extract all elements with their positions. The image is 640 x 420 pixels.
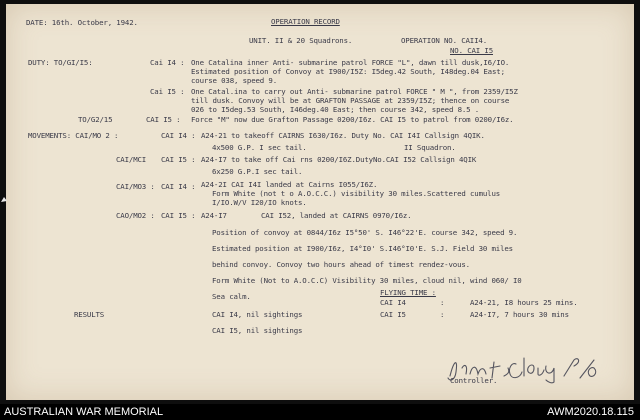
duty-cai14-line: One Catalina inner Anti- submarine patrol FORCE "L", dawn till dusk,I6/IO. — [191, 58, 510, 67]
duty-label: DUTY: TO/GI/I5: — [28, 58, 93, 67]
controller-title: Controller. — [450, 376, 498, 385]
movement-cao-mo2-label: CAO/MO2 : — [116, 211, 155, 220]
document-page — [6, 4, 634, 400]
flying-time-cai: CAI I5 — [380, 310, 406, 319]
convoy-line: Position of convoy at 0844/I6z I5°50' S. I46°22'E. course 342, speed 9. — [212, 228, 518, 237]
convoy-line: behind convoy. Convoy two hours ahead of timest rendez-vous. — [212, 260, 470, 269]
flying-time-value: A24-21, I8 hours 25 mins. — [470, 298, 578, 307]
operation-number-1: OPERATION NO. CAII4. — [401, 36, 487, 45]
movement-line: A24-I7 to take off Cai rns 0200/I6Z.DutyNo.CAI I52 Callsign 4QIK — [201, 155, 477, 164]
convoy-line: Estimated position at I900/I6z, I4°I0' S.I46°I0'E. S.J. Field 30 miles — [212, 244, 513, 253]
date-line: DATE: 16th. October, 1942. — [26, 18, 138, 27]
duty-cai14-label: Cai I4 : — [150, 58, 185, 67]
movement-line: II Squadron. — [404, 143, 456, 152]
duty-cai14-line: Estimated position of Convoy at I900/I5Z: I5deg.42 South, I48deg.04 East; — [191, 67, 505, 76]
document-title: OPERATION RECORD — [271, 17, 340, 26]
result-line: CAI I4, nil sightings — [212, 310, 303, 319]
footer-catalog-number: AWM2020.18.115 — [547, 406, 634, 418]
movement-cai14: CAI I4 : — [161, 131, 196, 140]
results-label: RESULTS — [74, 310, 105, 319]
movement-cai-mo3-label: CAI/MO3 : — [116, 182, 155, 191]
operation-number-2: NO. CAI I5 — [450, 46, 493, 55]
duty-cai15-line: till dusk. Convoy will be at GRAFTON PASSAGE at 2359/I5Z; thence on course — [191, 96, 510, 105]
flying-time-value: A24-I7, 7 hours 30 mins — [470, 310, 569, 319]
movement-line: 6x250 G.P.I sec tail. — [212, 167, 303, 176]
footer-source: AUSTRALIAN WAR MEMORIAL — [4, 406, 164, 418]
duty-cai15-line: One Catal.ina to carry out Anti- submarine patrol FORCE " M ", from 2359/I5Z — [191, 87, 518, 96]
flying-time-sep: : — [440, 298, 445, 307]
movement-line: Form White (not t o A.O.C.C.) visibility 30 miles.Scattered cumulus — [212, 189, 501, 198]
movement-line: A24-2I CAI I4I landed at Cairns I055/I6Z. — [201, 180, 378, 189]
duty-to02-text: Force "M" now due Grafton Passage 0200/I6z. CAI I5 to patrol from 0200/I6z. — [191, 115, 514, 124]
movement-line: I/IO.W/V I20/IO knots. — [212, 198, 307, 207]
footer-bar — [0, 404, 640, 420]
duty-to02-cai: CAI I5 : — [146, 115, 181, 124]
unit-line: UNIT. II & 20 Squadrons. — [249, 36, 353, 45]
movement-cai15: CAI I5 : — [161, 155, 196, 164]
convoy-line: Sea calm. — [212, 292, 251, 301]
movement-line: CAI I52, landed at CAIRNS 0970/I6z. — [261, 211, 412, 220]
result-line: CAI I5, nil sightings — [212, 326, 303, 335]
movement-line: 4x500 G.P. I sec tail. — [212, 143, 307, 152]
movement-line: A24-21 to takeoff CAIRNS I630/I6z. Duty No. CAI I4I Callsign 4QIK. — [201, 131, 485, 140]
binder-tab-icon — [0, 196, 8, 204]
movements-label: MOVEMENTS: CAI/MO 2 : — [28, 131, 119, 140]
duty-cai15-label: Cai I5 : — [150, 87, 185, 96]
movement-cai15: CAI I5 : — [161, 211, 196, 220]
flying-time-cai: CAI I4 — [380, 298, 406, 307]
duty-cai15-line: 026 to I5deg.53 South, I46deg.40 East; then course 342, speed 8.5 . — [191, 105, 480, 114]
movement-cai-mci-label: CAI/MCI — [116, 155, 147, 164]
duty-cai14-line: course 038, speed 9. — [191, 76, 277, 85]
movement-line: A24-I7 — [201, 211, 227, 220]
movement-cai14: CAI I4 : — [161, 182, 196, 191]
flying-time-label: FLYING TIME : — [380, 288, 436, 297]
duty-to02-label: TO/G2/15 — [78, 115, 113, 124]
convoy-line: Form White (Not to A.O.C.C) Visibility 30 miles, cloud nil, wind 060/ I0 — [212, 276, 522, 285]
flying-time-sep: : — [440, 310, 445, 319]
